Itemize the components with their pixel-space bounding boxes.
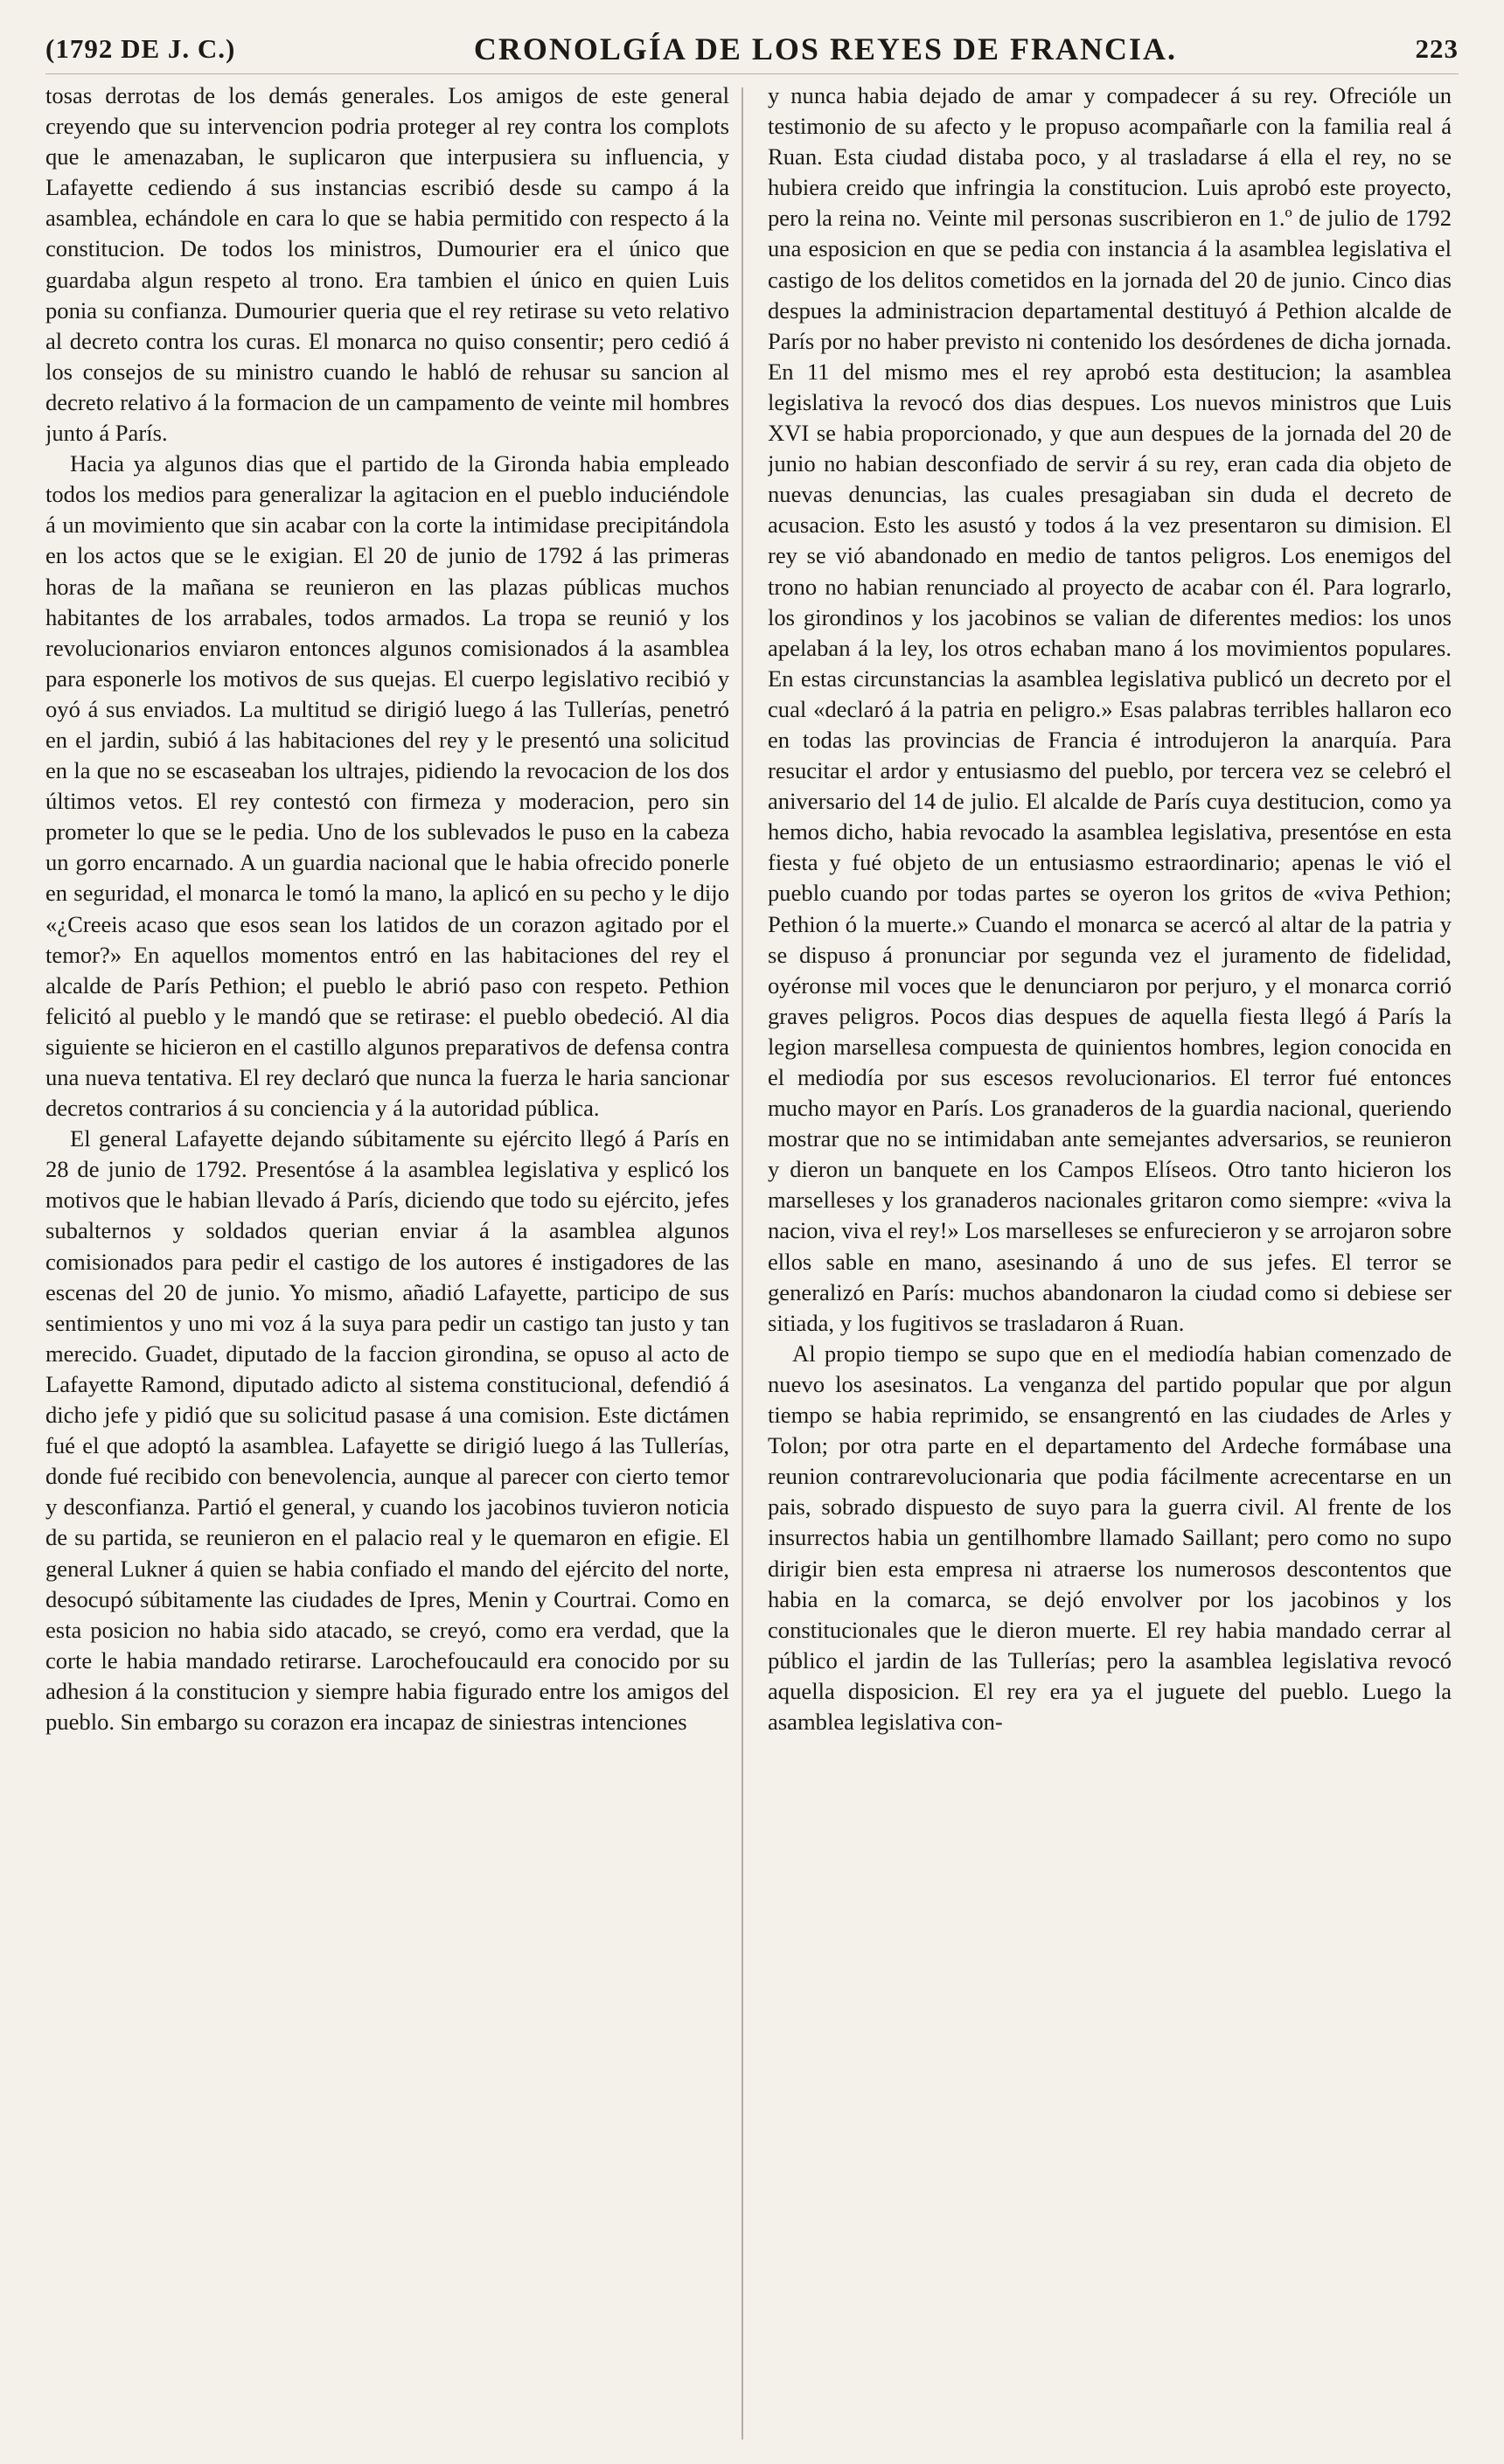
paragraph: y nunca habia dejado de amar y compadecer á su rey. Ofrecióle un testimonio de su afecto y le propuso acompañarle con la familia real á Ruan. Esta ciudad distaba poco, y al trasladarse á ella el rey, no se hubiera creido que infringia la constitucion. Luis aprobó este proyecto, pero la reina no. Veinte mil personas suscribieron en 1.º de julio de 1792 una esposicion en que se pedia con instancia á la asamblea legislativa el castigo de los delitos cometidos en la jornada del 20 de junio. Cinco dias despues la administracion departamental destituyó á Pethion alcalde de París por no haber previsto ni contenido los desórdenes de dicha jornada. En 11 del mismo mes el rey aprobó esta destitucion; la asamblea legislativa la revocó dos dias despues. Los nuevos ministros que Luis XVI se habia proporcionado, y que aun despues de la jornada del 20 de junio no habian desconfiado de servir á su rey, eran cada dia objeto de nuevas denuncias, las cuales presagiaban sin duda el decreto de acusacion. Esto les asustó y todos á la vez presentaron su dimision. El rey se vió abandonado en medio de tantos peligros. Los enemigos del trono no habian renunciado al proyecto de acabar con él. Para lograrlo, los girondinos y los jacobinos se valian de diferentes medios: los unos apelaban á la ley, los otros echaban mano á los movimientos populares. En estas circunstancias la asamblea legislativa publicó un decreto por el cual «declaró á la patria en peligro.» Esas palabras terribles hallaron eco en todas las provincias de Francia é introdujeron la anarquía. Para resucitar el ardor y entusiasmo del pueblo, por tercera vez se celebró el aniversario del 14 de julio. El alcalde de París cuya destitucion, como ya hemos dicho, habia revocado la asamblea legislativa, presentóse en esta fiesta y fué objeto de un entusiasmo estraordinario; apenas le vió el pueblo cuando por todas partes se oyeron los gritos de «viva Pethion; Pethion ó la muerte.» Cuando el monarca se acercó al altar de la patria y se dispuso á pronunciar por segunda vez el juramento de fidelidad, oyéronse mil voces que le denunciaron por perjuro, y el monarca corrió graves peligros. Pocos dias despues de aquella fiesta llegó á París la legion marsellesa compuesta de quinientos hombres, legion conocida en el mediodía por sus escesos revolucionarios. El terror fué entonces mucho mayor en París. Los granaderos de la guardia nacional, queriendo mostrar que no se intimidaban ante semejantes adversarios, se reunieron y dieron un banquete en los Campos Elíseos. Otro tanto hicieron los marselleses y los granaderos nacionales gritaron como siempre: «viva la nacion, viva el rey!» Los marselleses se enfurecieron y se arrojaron sobre ellos sable en mano, asesinando á uno de sus jefes. El terror se generalizó en París: muchos abandonaron la ciudad como si debiese ser sitiada, y los fugitivos se trasladaron á Ruan. xyxy=(768,82,1452,1336)
right-column xyxy=(768,80,1452,2441)
paragraph: Al propio tiempo se supo que en el mediodía habian comenzado de nuevo los asesinatos. La venganza del partido popular que por algun tiempo se habia reprimido, se ensangrentó en las ciudades de Arles y Tolon; por otra parte en el departamento del Ardeche formábase una reunion contrarevolucionaria que podia fácilmente acrecentarse en un pais, sobrado dispuesto de suyo para la guerra civil. Al frente de los insurrectos habia un gentilhombre llamado Saillant; pero como no supo dirigir bien esta empresa ni atraerse los numerosos descontentos que habia en la comarca, se dejó envolver por los jacobinos y los constitucionales que le dieron muerte. El rey habia mandado cerrar al público el jardin de las Tullerías; pero la asamblea legislativa revocó aquella disposicion. El rey era ya el juguete del pueblo. Luego la asamblea legislativa con- xyxy=(768,1340,1452,1735)
page-number: 223 xyxy=(1415,33,1459,64)
left-column xyxy=(45,80,729,2441)
paragraph: El general Lafayette dejando súbitamente su ejército llegó á París en 28 de junio de 1792. Presentóse á la asamblea legislativa y esplicó los motivos que le habian llevado á París, diciendo que todo su ejército, jefes subalternos y soldados querian enviar á la asamblea algunos comisionados para pedir el castigo de los autores é instigadores de las escenas del 20 de junio. Yo mismo, añadió Lafayette, participo de sus sentimientos y uno mi voz á la suya para pedir un castigo tan justo y tan merecido. Guadet, diputado de la faccion girondina, se opuso al acto de Lafayette Ramond, diputado adicto al sistema constitucional, defendió á dicho jefe y pidió que su solicitud pasase á una comision. Este dictámen fué el que adoptó la asamblea. Lafayette se dirigió luego á las Tullerías, donde fué recibido con benevolencia, aunque al parecer con cierto temor y desconfianza. Partió el general, y cuando los jacobinos tuvieron noticia de su partida, se reunieron en el palacio real y le quemaron en efigie. El general Lukner á quien se habia confiado el mando del ejército del norte, desocupó súbitamente las ciudades de Ipres, Menin y Courtrai. Como en esta posicion no habia sido atacado, se creyó, como era verdad, que la corte le habia mandado retirarse. Larochefoucauld era conocido por su adhesion á la constitucion y siempre habia figurado entre los amigos del pueblo. Sin embargo su corazon era incapaz de siniestras intenciones xyxy=(45,1125,729,1735)
paragraph: tosas derrotas de los demás generales. Los amigos de este general creyendo que su intervencion podria proteger al rey contra los complots que le amenazaban, le suplicaron que interpusiera su influencia, y Lafayette cediendo á sus instancias escribió desde su campo á la asamblea, echándole en cara lo que se habia permitido con respecto á la constitucion. De todos los ministros, Dumourier era el único que guardaba algun respeto al trono. Era tambien el único en quien Luis ponia su confianza. Dumourier queria que el rey retirase su veto relativo al decreto contra los curas. El monarca no quiso consentir; pero cedió á los consejos de su ministro cuando le habló de rehusar su sancion al decreto relativo á la formacion de un campamento de veinte mil hombres junto á París. xyxy=(45,82,729,447)
running-header xyxy=(45,24,1459,74)
column-divider xyxy=(742,87,743,2440)
header-title: CRONOLGÍA DE LOS REYES DE FRANCIA. xyxy=(473,31,1177,66)
paragraph: Hacia ya algunos dias que el partido de la Gironda habia empleado todos los medios para generalizar la agitacion en el pueblo induciéndole á un movimiento que sin acabar con la corte la intimidase precipitándola en los actos que se le exigian. El 20 de junio de 1792 á las primeras horas de la mañana se reunieron en las plazas públicas muchos habitantes de los arrabales, todos armados. La tropa se reunió y los revolucionarios enviaron entonces algunos comisionados á la asamblea para esponerle los motivos de sus quejas. El cuerpo legislativo recibió y oyó á sus enviados. La multitud se dirigió luego á las Tullerías, penetró en el jardin, subió á las habitaciones del rey y le presentó una solicitud en la que no se escaseaban los ultrajes, pidiendo la revocacion de los dos últimos vetos. El rey contestó con firmeza y moderacion, pero sin prometer lo que se le pedia. Uno de los sublevados le puso en la cabeza un gorro encarnado. A un guardia nacional que le habia ofrecido ponerle en seguridad, el monarca le tomó la mano, la aplicó en su pecho y le dijo «¿Creeis acaso que esos sean los latidos de un corazon agitado por el temor?» En aquellos momentos entró en las habitaciones del rey el alcalde de París Pethion; el pueblo le abrió paso con respeto. Pethion felicitó al pueblo y le mandó que se retirase: el pueblo obedeció. Al dia siguiente se hicieron en el castillo algunos preparativos de defensa contra una nueva tentativa. El rey declaró que nunca la fuerza le haria sancionar decretos contrarios á su conciencia y á la autoridad pública. xyxy=(45,450,729,1122)
header-date: (1792 DE J. C.) xyxy=(45,33,236,64)
